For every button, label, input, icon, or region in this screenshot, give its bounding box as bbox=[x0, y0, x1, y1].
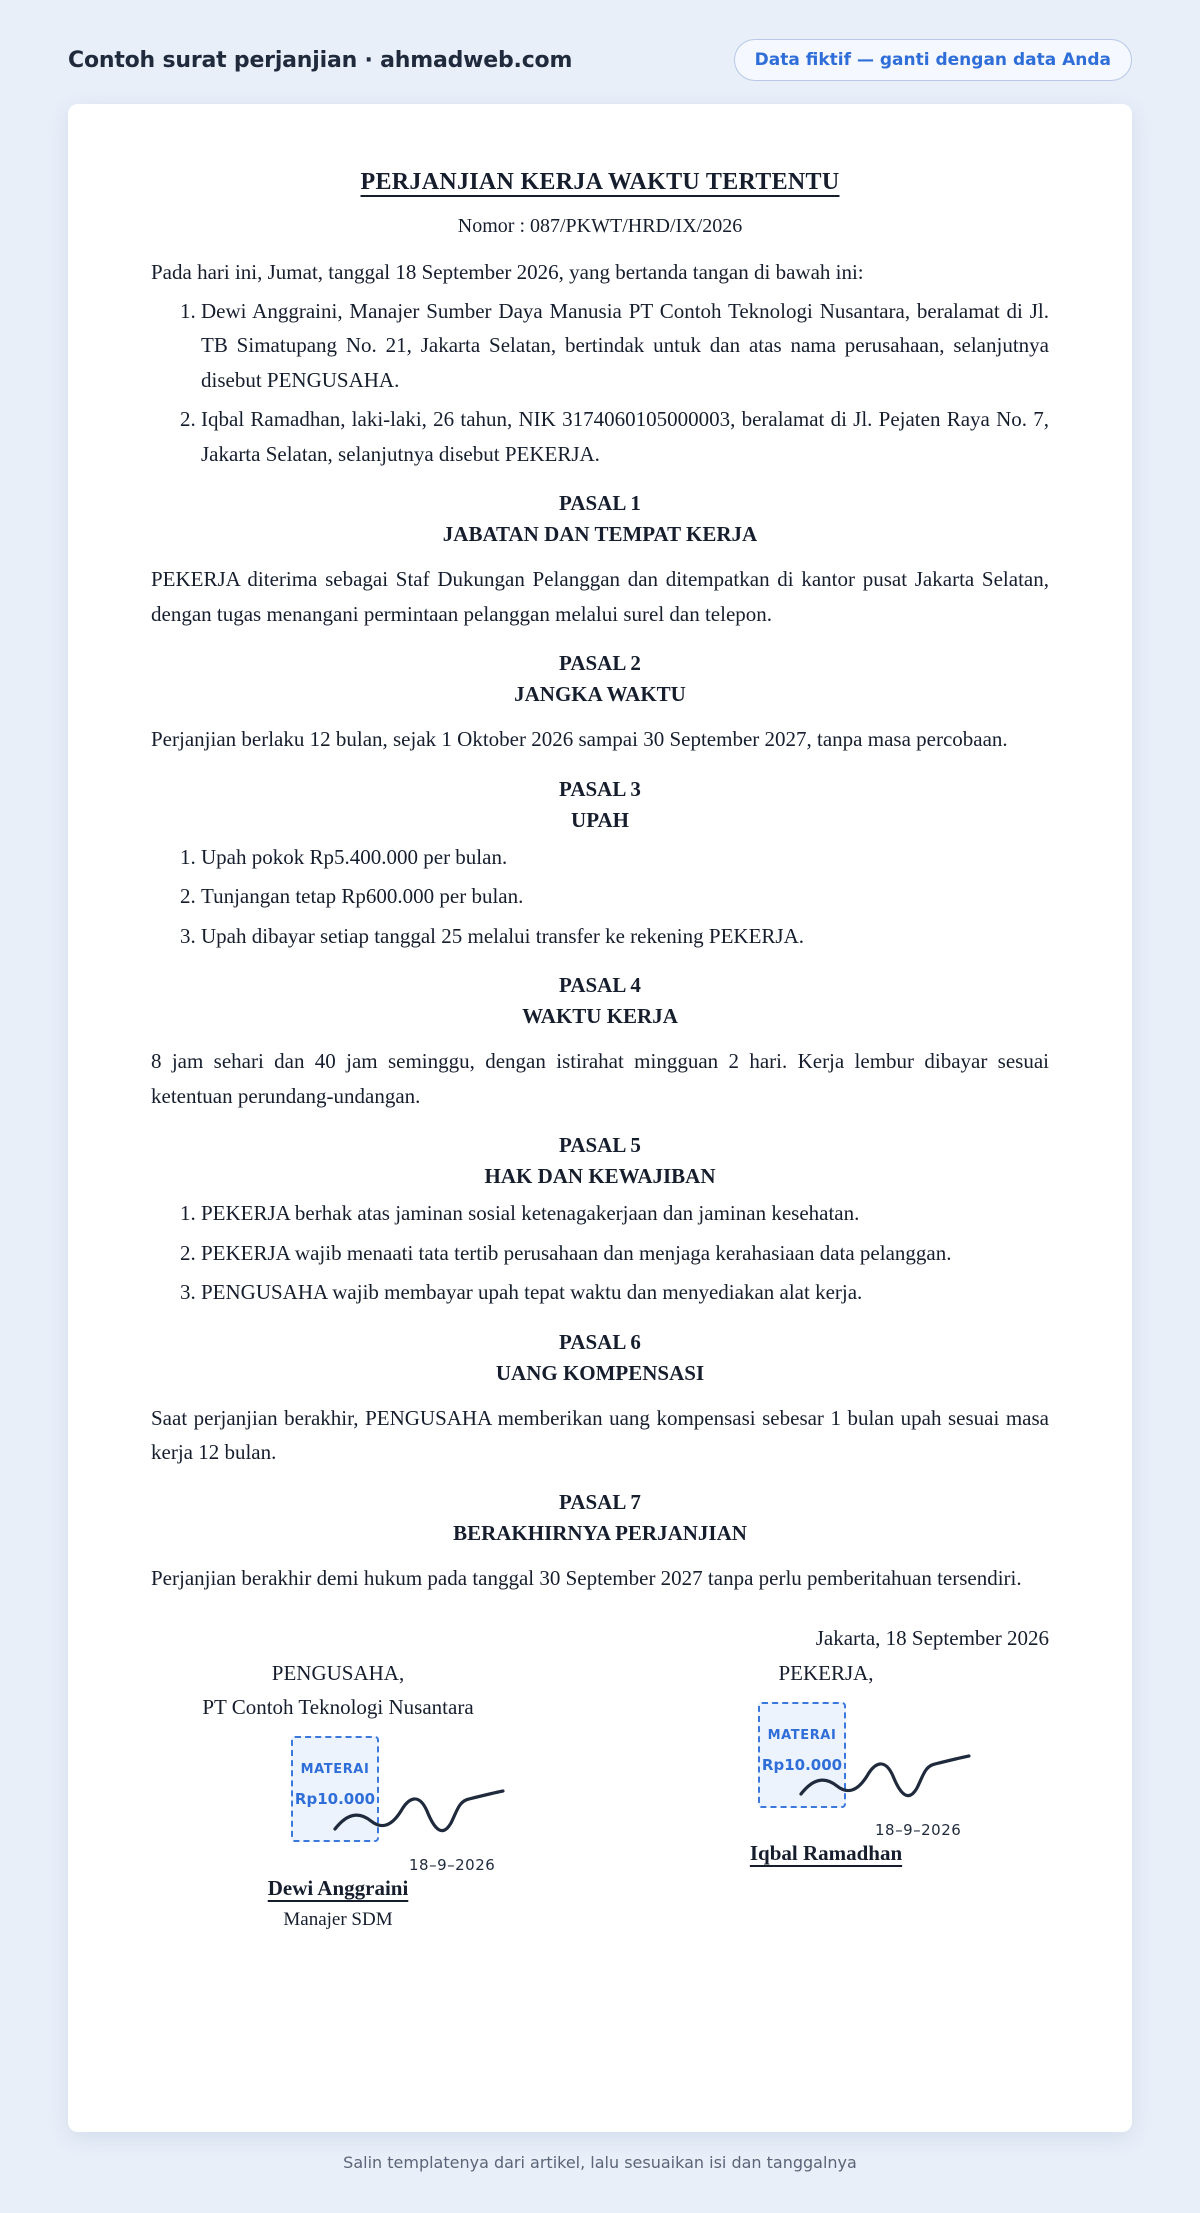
article-1-body: PEKERJA diterima sebagai Staf Dukungan Pelanggan dan ditempatkan di kantor pusat Jakarta Selatan, dengan tugas menangani permintaan pelanggan melalui surel dan telepon. bbox=[151, 567, 1049, 626]
top-bar bbox=[68, 38, 1132, 82]
party-employee: 2. Iqbal Ramadhan, laki-laki, 26 tahun, NIK 3174060105000003, beralamat di Jl. Pejaten Raya No. 7, Jakarta Selatan, selanjutnya disebut PEKERJA. bbox=[201, 402, 1049, 471]
employer-signer bbox=[199, 1871, 477, 1936]
signer-name: Dewi Anggraini bbox=[267, 1875, 409, 1900]
article-title: BERAKHIRNYA PERJANJIAN bbox=[453, 1520, 747, 1545]
article-2-body: Perjanjian berlaku 12 bulan, sejak 1 Oktober 2026 sampai 30 September 2027, tanpa masa percobaan. bbox=[151, 727, 1008, 751]
stamp-value: Rp10.000 bbox=[761, 1755, 843, 1774]
list-item: 2. PEKERJA wajib menaati tata tertib perusahaan dan menjaga kerahasiaan data pelanggan. bbox=[201, 1236, 1049, 1271]
contract-document bbox=[151, 165, 1049, 1976]
document-number: Nomor : 087/PKWT/HRD/IX/2026 bbox=[457, 215, 743, 237]
article-5-heading bbox=[151, 1130, 1049, 1192]
article-title: JANGKA WAKTU bbox=[514, 682, 686, 706]
list-item: 2. Tunjangan tetap Rp600.000 per bulan. bbox=[201, 879, 1049, 914]
article-6-heading bbox=[151, 1327, 1049, 1389]
parties-list bbox=[151, 294, 1049, 472]
place-and-date: Jakarta, 18 September 2026 bbox=[815, 1626, 1049, 1650]
list-item: 3. Upah dibayar setiap tanggal 25 melalui transfer ke rekening PEKERJA. bbox=[201, 919, 1049, 954]
article-4-body: 8 jam sehari dan 40 jam seminggu, dengan istirahat mingguan 2 hari. Kerja lembur dibayar sesuai ketentuan perundang-undangan. bbox=[151, 1049, 1049, 1108]
article-2-heading bbox=[151, 648, 1049, 710]
employee-signature-block bbox=[736, 1656, 916, 1690]
article-5-list bbox=[151, 1196, 1049, 1310]
article-number: PASAL 1 bbox=[559, 491, 641, 515]
employee-signer bbox=[736, 1836, 916, 1871]
article-title: JABATAN DAN TEMPAT KERJA bbox=[442, 522, 758, 546]
stamp-value: Rp10.000 bbox=[294, 1789, 376, 1808]
signature-date: 18–9–2026 bbox=[409, 1855, 496, 1874]
article-number: PASAL 6 bbox=[559, 1329, 641, 1354]
stamp-label: MATERAI bbox=[767, 1727, 837, 1743]
handwritten-signature-icon bbox=[797, 1736, 977, 1806]
signer-company: PT Contoh Teknologi Nusantara bbox=[202, 1694, 474, 1719]
article-1-heading bbox=[151, 488, 1049, 550]
article-title: WAKTU KERJA bbox=[522, 1004, 678, 1028]
signer-name: Iqbal Ramadhan bbox=[749, 1840, 903, 1865]
article-7-body: Perjanjian berakhir demi hukum pada tanggal 30 September 2027 tanpa perlu pemberitahuan tersendiri. bbox=[151, 1565, 1022, 1590]
signature-date: 18–9–2026 bbox=[875, 1820, 962, 1839]
stamp-label: MATERAI bbox=[300, 1761, 370, 1777]
signer-role: PEKERJA, bbox=[778, 1660, 874, 1685]
opening-paragraph: Pada hari ini, Jumat, tanggal 18 September 2026, yang bertanda tangan di bawah ini: bbox=[151, 260, 864, 284]
article-number: PASAL 5 bbox=[559, 1133, 641, 1157]
document-title: PERJANJIAN KERJA WAKTU TERTENTU bbox=[360, 169, 840, 195]
article-3-list bbox=[151, 840, 1049, 954]
handwritten-signature-icon bbox=[331, 1771, 511, 1841]
fictional-data-badge: Data fiktif — ganti dengan data Anda bbox=[734, 39, 1132, 81]
article-3-heading bbox=[151, 774, 1049, 836]
signer-position: Manajer SDM bbox=[283, 1909, 393, 1930]
signature-area bbox=[151, 1656, 1049, 1976]
article-number: PASAL 4 bbox=[559, 973, 641, 997]
article-number: PASAL 3 bbox=[559, 776, 641, 801]
employer-signature-block bbox=[199, 1656, 477, 1724]
article-number: PASAL 7 bbox=[559, 1489, 641, 1514]
article-number: PASAL 2 bbox=[559, 651, 641, 675]
party-employer: 1. Dewi Anggraini, Manajer Sumber Daya Manusia PT Contoh Teknologi Nusantara, beralamat di Jl. TB Simatupang No. 21, Jakarta Selatan, bertindak untuk dan atas nama perusahaan, selanjutnya disebut PENGUSAHA. bbox=[201, 294, 1049, 398]
list-item: 1. Upah pokok Rp5.400.000 per bulan. bbox=[201, 840, 1049, 875]
article-title: HAK DAN KEWAJIBAN bbox=[484, 1164, 716, 1188]
footer-note: Salin templatenya dari artikel, lalu sesuaikan isi dan tanggalnya bbox=[343, 2153, 857, 2172]
signer-role: PENGUSAHA, bbox=[271, 1660, 405, 1685]
article-title: UANG KOMPENSASI bbox=[495, 1360, 705, 1385]
article-title: UPAH bbox=[571, 807, 629, 832]
list-item: 3. PENGUSAHA wajib membayar upah tepat waktu dan menyediakan alat kerja. bbox=[201, 1275, 1049, 1310]
list-item: 1. PEKERJA berhak atas jaminan sosial ketenagakerjaan dan jaminan kesehatan. bbox=[201, 1196, 1049, 1231]
article-7-heading bbox=[151, 1487, 1049, 1549]
article-4-heading bbox=[151, 970, 1049, 1032]
article-6-body: Saat perjanjian berakhir, PENGUSAHA memberikan uang kompensasi sebesar 1 bulan upah sesuai masa kerja 12 bulan. bbox=[151, 1405, 1049, 1464]
site-title: Contoh surat perjanjian · ahmadweb.com bbox=[68, 47, 573, 73]
